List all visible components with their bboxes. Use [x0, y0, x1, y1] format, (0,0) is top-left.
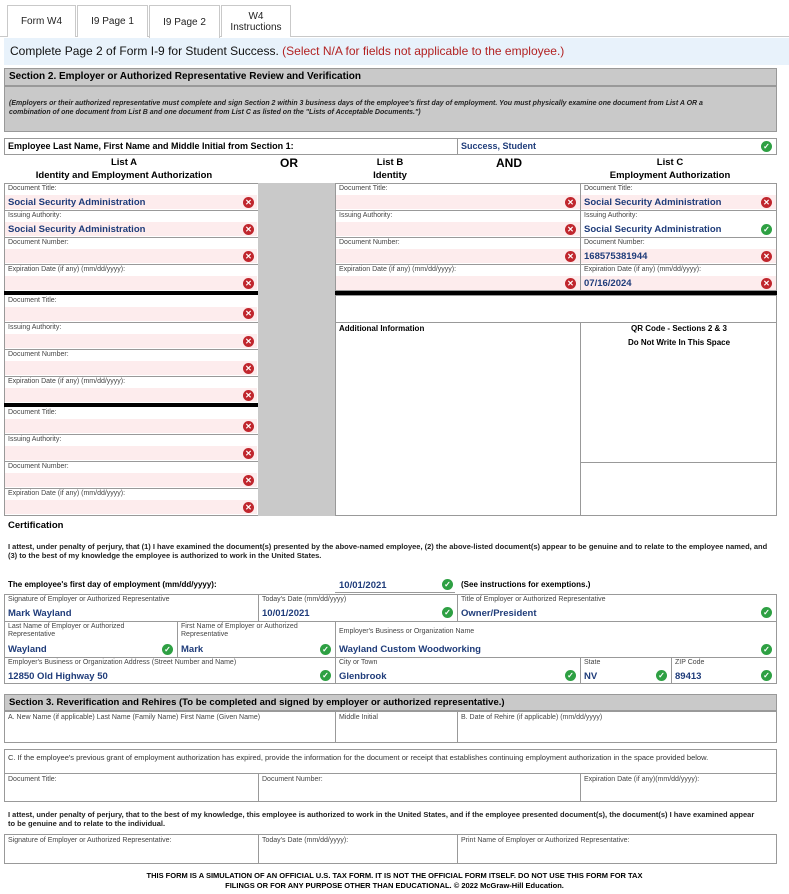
- error-icon: ✕: [243, 251, 254, 262]
- list-a2-exp-label: Expiration Date (if any) (mm/dd/yyyy):: [8, 378, 126, 385]
- business-name-label: Employer's Business or Organization Name: [339, 628, 475, 635]
- instruction-banner: [4, 38, 789, 65]
- list-b-title: List B: [376, 157, 404, 168]
- tab-i9-page-2[interactable]: I9 Page 2: [149, 5, 220, 38]
- section3-doc-title-label: Document Title:: [8, 776, 57, 783]
- list-a1-issuing[interactable]: Social Security Administration: [8, 224, 146, 235]
- employer-title[interactable]: Owner/President: [461, 608, 537, 619]
- list-c-issuing[interactable]: Social Security Administration: [584, 224, 722, 235]
- valid-icon: ✓: [442, 607, 453, 618]
- error-icon: ✕: [565, 224, 576, 235]
- list-a1-exp-label: Expiration Date (if any) (mm/dd/yyyy):: [8, 266, 126, 273]
- section3-mi-label: Middle Initial: [339, 714, 378, 721]
- zip-label: ZIP Code: [675, 659, 705, 666]
- error-icon: ✕: [243, 278, 254, 289]
- section3-doc-number-label: Document Number:: [262, 776, 323, 783]
- section3-print-label: Print Name of Employer or Authorized Representative:: [461, 837, 630, 844]
- valid-icon: ✓: [761, 607, 772, 618]
- tab-bar: [0, 0, 789, 37]
- list-a1-number-label: Document Number:: [8, 239, 69, 246]
- today-date[interactable]: 10/01/2021: [262, 608, 310, 619]
- tab-form-w4[interactable]: Form W4: [7, 5, 76, 37]
- valid-icon: ✓: [656, 670, 667, 681]
- error-icon: ✕: [761, 197, 772, 208]
- list-c-title: List C: [656, 157, 684, 168]
- list-a3-doc-title-label: Document Title:: [8, 409, 57, 416]
- list-c-issuing-label: Issuing Authority:: [584, 212, 638, 219]
- valid-icon: ✓: [761, 141, 772, 152]
- list-c-number[interactable]: 168575381944: [584, 251, 648, 262]
- employer-last-name[interactable]: Wayland: [8, 644, 47, 655]
- employee-name-label: Employee Last Name, First Name and Middle Initial from Section 1:: [8, 141, 294, 151]
- valid-icon: ✓: [761, 670, 772, 681]
- qr-line1: QR Code - Sections 2 & 3: [630, 324, 728, 333]
- valid-icon: ✓: [162, 644, 173, 655]
- certification-text: I attest, under penalty of perjury, that (1) I have examined the document(s) presented by the above-named employee, (2) the above-listed document(s) appear to be genuine and to relate to the employee named, and (3) to the best of my knowledge the employee is authorized to work in the United States.: [8, 542, 768, 560]
- list-a-subtitle: Identity and Employment Authorization: [35, 170, 213, 181]
- list-a1-issuing-label: Issuing Authority:: [8, 212, 62, 219]
- section3-name-label: A. New Name (if applicable) Last Name (Family Name) First Name (Given Name): [8, 714, 261, 721]
- list-a2-issuing-label: Issuing Authority:: [8, 324, 62, 331]
- section3-date-label: Today's Date (mm/dd/yyyy):: [262, 837, 349, 844]
- list-b-doc-title-label: Document Title:: [339, 185, 388, 192]
- error-icon: ✕: [565, 278, 576, 289]
- section3-rehire-label: B. Date of Rehire (if applicable) (mm/dd/yyyy): [461, 714, 603, 721]
- banner-note: (Select N/A for fields not applicable to the employee.): [282, 44, 565, 58]
- business-name[interactable]: Wayland Custom Woodworking: [339, 644, 481, 655]
- valid-icon: ✓: [761, 644, 772, 655]
- list-c-doc-title-label: Document Title:: [584, 185, 633, 192]
- error-icon: ✕: [243, 502, 254, 513]
- list-a-title: List A: [110, 157, 138, 168]
- employee-name-value[interactable]: Success, Student: [461, 141, 537, 151]
- tab-i9-page-1[interactable]: I9 Page 1: [77, 5, 148, 37]
- error-icon: ✕: [243, 308, 254, 319]
- section3-sig-label: Signature of Employer or Authorized Representative:: [8, 837, 172, 844]
- list-c-exp-label: Expiration Date (if any) (mm/dd/yyyy):: [584, 266, 702, 273]
- first-day-label: The employee's first day of employment (mm/dd/yyyy):: [8, 580, 217, 589]
- valid-icon: ✓: [320, 670, 331, 681]
- list-b-exp-label: Expiration Date (if any) (mm/dd/yyyy):: [339, 266, 457, 273]
- list-b-issuing-label: Issuing Authority:: [339, 212, 393, 219]
- footer-line1: THIS FORM IS A SIMULATION OF AN OFFICIAL U.S. TAX FORM. IT IS NOT THE OFFICIAL FORM ITSELF. DO NOT USE THIS FORM FOR TAX: [146, 871, 643, 880]
- today-date-label: Today's Date (mm/dd/yyyy): [262, 596, 347, 603]
- list-a3-issuing-label: Issuing Authority:: [8, 436, 62, 443]
- section3-attest: I attest, under penalty of perjury, that to the best of my knowledge, this employee is authorized to work in the United States, and if the employee presented document(s), the document(s) I have examined appear to be genuine and to relate to the individual.: [8, 810, 755, 828]
- state-label: State: [584, 659, 601, 666]
- employer-last-label: Last Name of Employer or Authorized Representative: [8, 623, 125, 638]
- list-a1-doc-title-label: Document Title:: [8, 185, 57, 192]
- error-icon: ✕: [243, 363, 254, 374]
- city-label: City or Town: [339, 659, 378, 666]
- error-icon: ✕: [243, 390, 254, 401]
- section2-intro: (Employers or their authorized representative must complete and sign Section 2 within 3 business days of the employee's first day of employment. You must physically examine one document from List A OR a combination of one document from List B and one document from List C as listed on the "Lists of Acceptable Documents."): [9, 100, 703, 116]
- list-a2-doc-title-label: Document Title:: [8, 297, 57, 304]
- section2-intro-box: [4, 86, 777, 132]
- address-label: Employer's Business or Organization Address (Street Number and Name): [8, 659, 237, 666]
- separator-column: [258, 183, 335, 516]
- list-a3-exp-label: Expiration Date (if any) (mm/dd/yyyy):: [8, 490, 126, 497]
- employer-title-label: Title of Employer or Authorized Representative: [461, 596, 606, 603]
- error-icon: ✕: [243, 475, 254, 486]
- valid-icon: ✓: [320, 644, 331, 655]
- valid-icon: ✓: [565, 670, 576, 681]
- city[interactable]: Glenbrook: [339, 671, 387, 682]
- section3-exp-label: Expiration Date (if any)(mm/dd/yyyy):: [584, 776, 700, 783]
- list-b-number-label: Document Number:: [339, 239, 400, 246]
- error-icon: ✕: [243, 224, 254, 235]
- error-icon: ✕: [565, 197, 576, 208]
- section3-c-text: C. If the employee's previous grant of employment authorization has expired, provide the information for the document or receipt that establishes continuing employment authorization in the space provided below.: [8, 753, 709, 762]
- error-icon: ✕: [243, 336, 254, 347]
- list-c-number-label: Document Number:: [584, 239, 645, 246]
- zip[interactable]: 89413: [675, 671, 702, 682]
- and-label: AND: [496, 156, 522, 170]
- banner-text: Complete Page 2 of Form I-9 for Student Success.: [10, 44, 279, 58]
- error-icon: ✕: [243, 421, 254, 432]
- list-a3-number-label: Document Number:: [8, 463, 69, 470]
- footer-line2: FILINGS OR FOR ANY PURPOSE OTHER THAN EDUCATIONAL. © 2022 McGraw-Hill Education.: [225, 881, 564, 890]
- certification-title: Certification: [8, 520, 64, 531]
- valid-icon: ✓: [761, 224, 772, 235]
- state[interactable]: NV: [584, 671, 598, 682]
- valid-icon: ✓: [442, 579, 453, 590]
- or-label: OR: [280, 156, 298, 170]
- list-a2-number-label: Document Number:: [8, 351, 69, 358]
- employer-sig-label: Signature of Employer or Authorized Representative: [8, 596, 170, 603]
- first-day-value[interactable]: 10/01/2021: [339, 580, 387, 591]
- additional-info-label: Additional Information: [339, 324, 425, 333]
- employer-signature[interactable]: Mark Wayland: [8, 608, 72, 619]
- tab-w4-instructions[interactable]: W4 Instructions: [221, 5, 291, 37]
- error-icon: ✕: [761, 251, 772, 262]
- section3-title: Section 3. Reverification and Rehires (To be completed and signed by employer or authorized representative.): [4, 694, 777, 711]
- employer-first-label: First Name of Employer or Authorized Representative: [181, 623, 298, 638]
- qr-line2: Do Not Write In This Space: [627, 338, 731, 347]
- list-b-subtitle: Identity: [373, 170, 407, 181]
- error-icon: ✕: [761, 278, 772, 289]
- employer-first-name[interactable]: Mark: [181, 644, 204, 655]
- list-c-doc-title[interactable]: Social Security Administration: [584, 197, 722, 208]
- section2-title: Section 2. Employer or Authorized Representative Review and Verification: [4, 68, 777, 86]
- error-icon: ✕: [243, 448, 254, 459]
- exemptions-note: (See instructions for exemptions.): [461, 580, 591, 589]
- business-address[interactable]: 12850 Old Highway 50: [8, 671, 108, 682]
- error-icon: ✕: [565, 251, 576, 262]
- list-c-expiration[interactable]: 07/16/2024: [584, 278, 632, 289]
- list-a1-doc-title[interactable]: Social Security Administration: [8, 197, 146, 208]
- list-c-subtitle: Employment Authorization: [609, 170, 731, 181]
- error-icon: ✕: [243, 197, 254, 208]
